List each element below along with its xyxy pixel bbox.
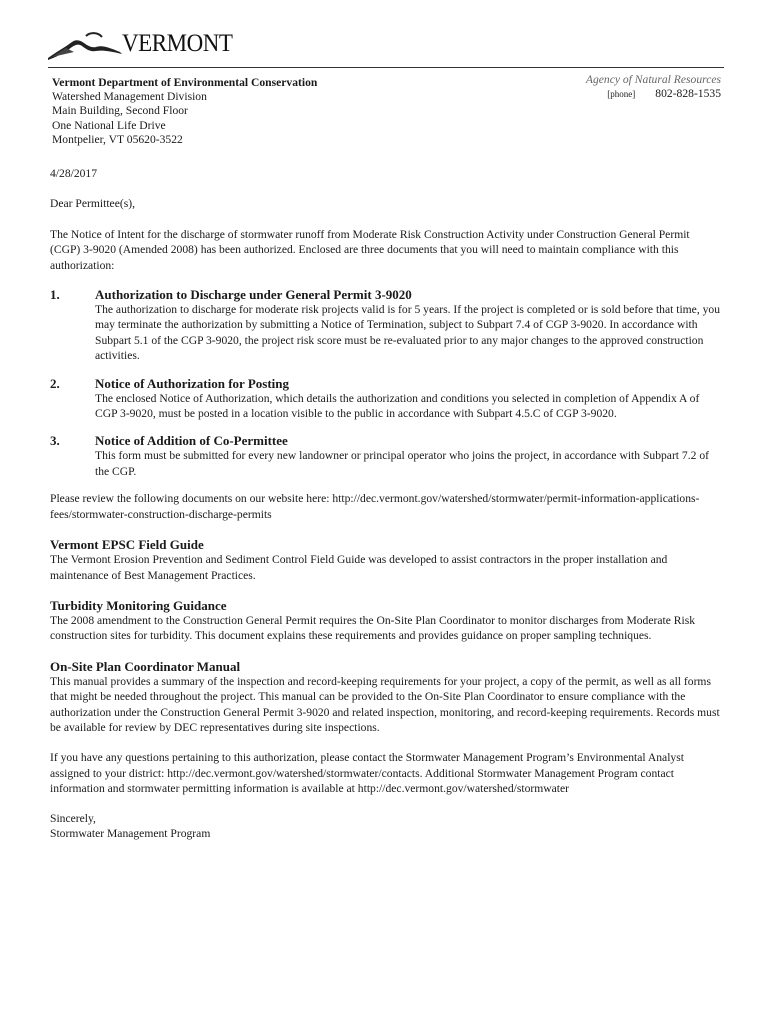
logo-wordmark: VERMONT [122, 30, 233, 57]
section-title: Vermont EPSC Field Guide [50, 537, 204, 553]
phone-number: 802-828-1535 [655, 87, 721, 101]
sender-address [52, 76, 317, 147]
item-number: 3. [50, 433, 60, 449]
document-item [50, 376, 722, 422]
item-text: This form must be submitted for every new landowner or principal operator who joins the project, in accordance with Subpart 7.2 of the CGP. [95, 449, 709, 478]
section-text: This manual provides a summary of the inspection and record-keeping requirements for your project, a copy of the permit, as well as all forms that might be needed throughout the project. This manual can be provided to the On-Site Plan Coordinator to ensure compliance with the authorization under the Construction General Permit 3-9020 and related inspection, monitoring, and record-keeping requirements. Records must be available for review by DEC representatives during site inspections. [50, 674, 720, 734]
section-title: Turbidity Monitoring Guidance [50, 597, 227, 613]
vermont-logo [46, 28, 246, 64]
header-rule [48, 67, 724, 68]
review-paragraph: Please review the following documents on our website here: http://dec.vermont.gov/watershed/stormwater/permit-information-applications-fees/stormwater-construction-discharge-permits [50, 492, 700, 521]
section-text: The 2008 amendment to the Construction General Permit requires the On-Site Plan Coordinator to monitor discharges from Moderate Risk construction sites for turbidity. This document explains these requirements and provides guidance on proper sampling techniques. [50, 613, 696, 643]
phone-label: [phone] [607, 89, 636, 100]
address-line: One National Life Drive [52, 118, 166, 132]
item-number: 1. [50, 287, 60, 303]
questions-paragraph: If you have any questions pertaining to this authorization, please contact the Stormwater Management Program’s Environmental Analyst assigned to your district: http://dec.vermont.gov/watershed/stormwater/contacts. Additional Stormwater Management Program contact information and stormwater permitting information is available at http://dec.vermont.gov/watershed/stormwater [50, 751, 684, 796]
document-item [50, 433, 722, 479]
letter-date: 4/28/2017 [50, 167, 98, 180]
item-title: Authorization to Discharge under General Permit 3-9020 [95, 287, 412, 303]
item-number: 2. [50, 375, 60, 391]
item-title: Notice of Addition of Co-Permittee [95, 433, 288, 449]
closing: Sincerely, [50, 811, 96, 825]
department-name: Vermont Department of Environmental Conservation [52, 76, 318, 89]
item-text: The enclosed Notice of Authorization, which details the authorization and conditions you selected in completion of Appendix A of CGP 3-9020, must be posted in a location visible to the public in accordance with Subpart 4.5.C of CGP 3-9020. [95, 391, 700, 421]
signature: Stormwater Management Program [50, 826, 211, 840]
intro-paragraph: The Notice of Intent for the discharge of stormwater runoff from Moderate Risk Construction Activity under Construction General Permit (CGP) 3-9020 (Amended 2008) has been authorized. Enclosed are three documents that you will need to maintain compliance with this authorization: [50, 227, 690, 272]
guide-section [50, 659, 722, 736]
guide-section [50, 598, 722, 644]
section-title: On-Site Plan Coordinator Manual [50, 658, 241, 674]
item-title: Notice of Authorization for Posting [95, 375, 290, 391]
agency-name: Agency of Natural Resources [585, 73, 721, 86]
salutation: Dear Permittee(s), [50, 197, 135, 211]
agency-block [586, 73, 721, 101]
address-line: Watershed Management Division [52, 90, 207, 104]
document-item [50, 287, 722, 364]
phone-line [586, 87, 721, 101]
guide-section [50, 537, 722, 583]
address-line: Montpelier, VT 05620-3522 [52, 132, 183, 146]
item-text: The authorization to discharge for moderate risk projects valid is for 5 years. If the project is completed or is sold before that time, you may terminate the authorization by submitting a Notice of Termination, subject to Subpart 7.4 of CGP 3-9020. In accordance with Subpart 5.1 of the CGP 3-9020, the project risk score must be re-evaluated prior to any major changes to the approved construction activities. [95, 303, 721, 363]
section-text: The Vermont Erosion Prevention and Sediment Control Field Guide was developed to assist contractors in the proper installation and maintenance of Best Management Practices. [50, 553, 668, 582]
address-line: Main Building, Second Floor [52, 104, 188, 118]
letter-body [50, 166, 722, 841]
